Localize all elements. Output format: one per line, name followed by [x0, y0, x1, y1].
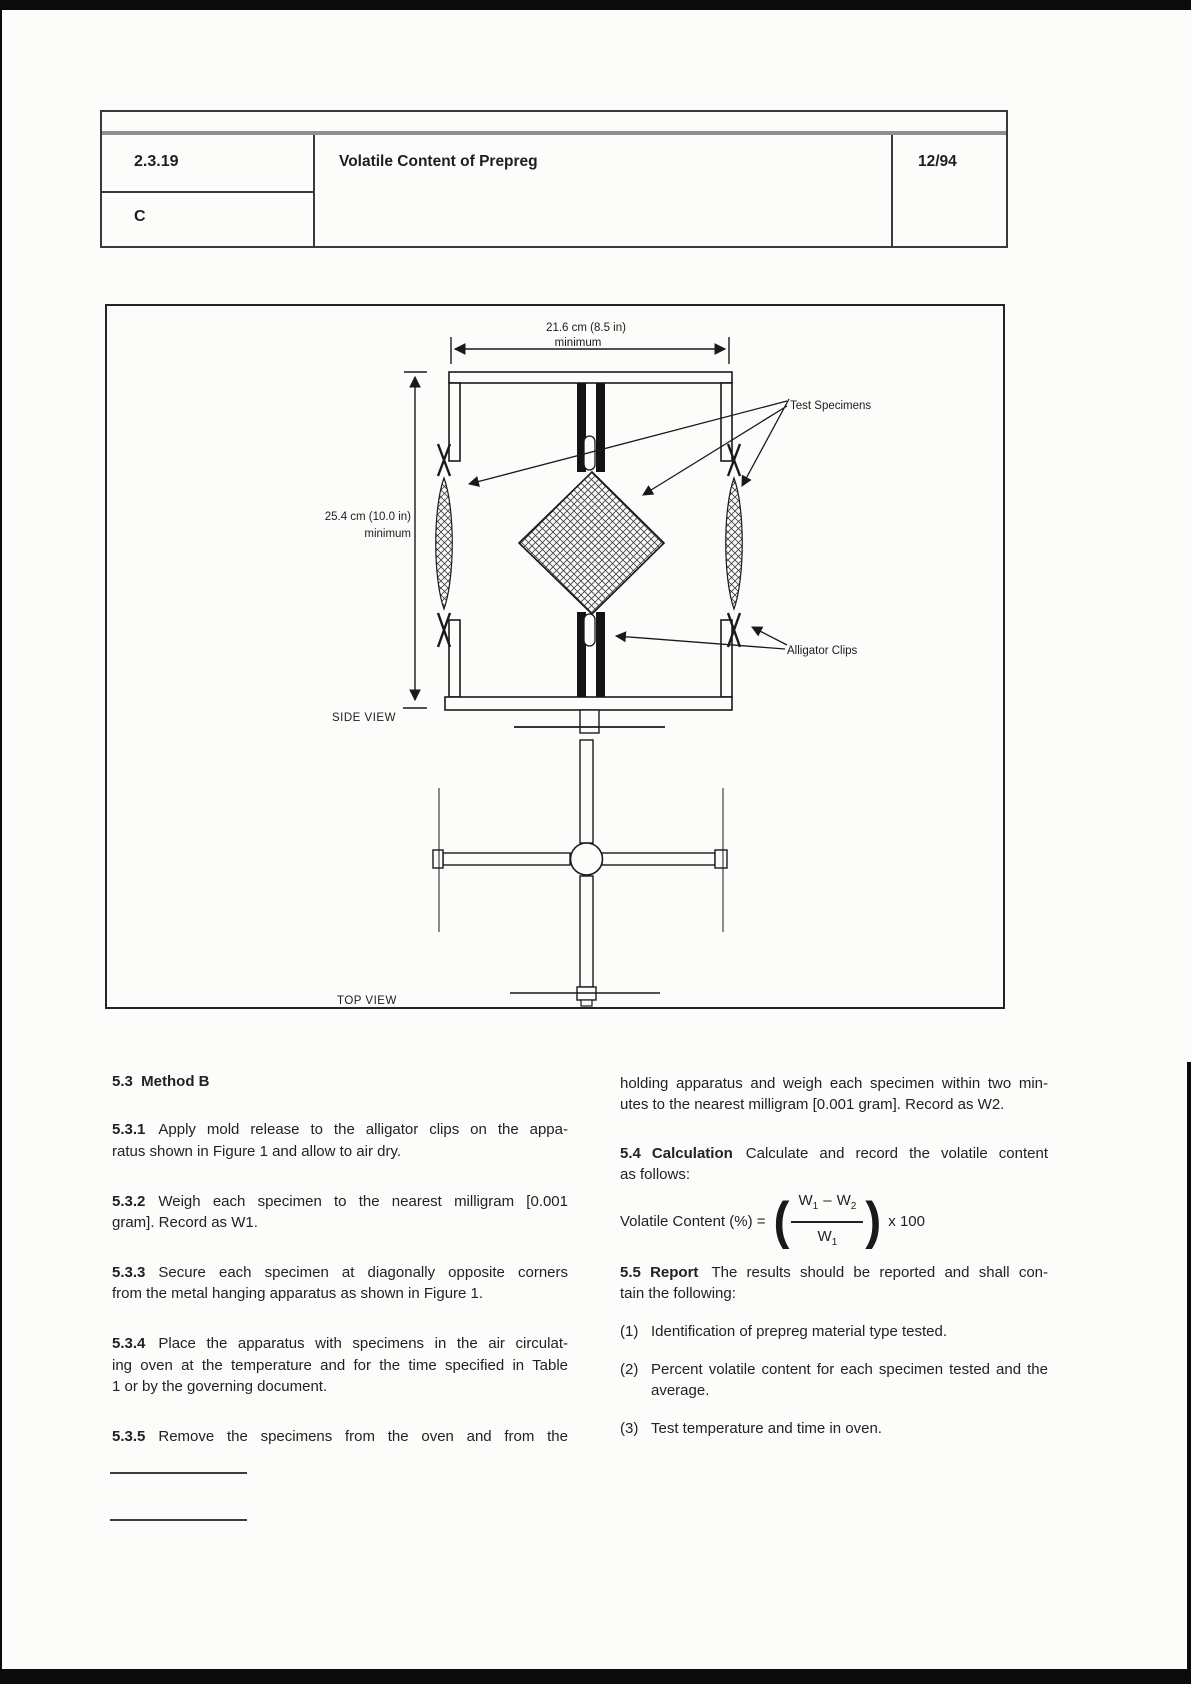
top-view-hub [571, 843, 603, 875]
right-column [620, 1073, 1048, 1455]
text-line: 1 or by the governing document. [112, 1378, 328, 1396]
doc-revision: C [134, 208, 146, 225]
formula-close-paren: ) [865, 1192, 882, 1250]
paragraph-5-3-5 [112, 1426, 568, 1447]
center-bottom-clip-pin [584, 614, 595, 646]
text-line: 5.3.5 Remove the specimens from the oven and from the [112, 1427, 568, 1445]
alligator-clips-label: Alligator Clips [787, 645, 858, 657]
text-line: 5.3.3 Secure each specimen at diagonally opposite corners [112, 1263, 568, 1281]
center-test-specimen [519, 472, 664, 614]
figure-apparatus [105, 304, 1006, 1010]
paragraph-5-4-calculation [620, 1143, 1048, 1186]
doc-date: 12/94 [918, 153, 957, 170]
text-line: 5.3.1 Apply mold release to the alligator clips on the appa- [112, 1121, 568, 1139]
height-dimension-label-2: minimum [364, 528, 411, 540]
formula-numerator: $W_1$ – $W_2$ [798, 1192, 857, 1213]
formula-open-paren: ( [773, 1192, 790, 1250]
right-test-specimen [726, 478, 743, 609]
item-marker: (3) [620, 1419, 639, 1437]
page-title: Volatile Content of Prepreg [339, 153, 538, 170]
doc-number: 2.3.19 [134, 153, 179, 170]
header-bottom-rule [100, 246, 1008, 248]
scan-edge-right [1187, 1062, 1191, 1684]
text-line: ing oven at the temperature and for the time specified in Table [112, 1356, 568, 1374]
scan-edge-bottom [0, 1669, 1191, 1684]
section-heading-5-3: 5.3 Method B [112, 1073, 210, 1090]
header-subdivider [100, 191, 315, 193]
top-view [433, 740, 727, 1006]
header-border-right [1006, 110, 1008, 248]
volatile-content-formula [620, 1194, 1048, 1250]
header-gray-rule [100, 131, 1008, 135]
scan-edge-top [0, 0, 1191, 10]
text-line: Identification of prepreg material type tested. [651, 1323, 948, 1341]
paragraph-5-3-2 [112, 1191, 568, 1234]
text-line: Test temperature and time in oven. [651, 1419, 882, 1437]
header-border-left [100, 110, 102, 248]
left-test-specimen [436, 478, 453, 609]
text-line: 5.3.2 Weigh each specimen to the nearest milligram [0.001 [112, 1192, 568, 1210]
item-marker: (1) [620, 1323, 639, 1341]
text-line: gram]. Record as W1. [112, 1214, 258, 1232]
text-line: 5.3.4 Place the apparatus with specimens in the air circulat- [112, 1335, 568, 1353]
clip-callout-arrows [616, 627, 787, 649]
rod-lower-stub [580, 710, 599, 733]
report-item [620, 1359, 1048, 1402]
text-line: holding apparatus and weigh each specimen within two min- [620, 1075, 1048, 1092]
specimen-callout-arrows [469, 399, 789, 495]
text-line: utes to the nearest milligram [0.001 gram]. Record as W2. [620, 1096, 1005, 1114]
height-dimension [403, 372, 427, 708]
footnote-rule-1 [110, 1472, 247, 1474]
report-item [620, 1321, 1048, 1342]
formula-lhs: Volatile Content (%) = [620, 1212, 766, 1230]
paragraph-5-3-4 [112, 1333, 568, 1397]
test-specimens-label: Test Specimens [790, 400, 872, 412]
text-line: ratus shown in Figure 1 and allow to air dry. [112, 1142, 402, 1160]
footnote-rule-2 [110, 1519, 247, 1521]
paragraph-continuation [620, 1073, 1048, 1116]
header-divider-2 [891, 135, 893, 248]
text-line: 5.4 Calculation Calculate and record the volatile content [620, 1144, 1048, 1162]
text-line: tain the following: [620, 1284, 736, 1302]
side-view-label: SIDE VIEW [332, 712, 396, 724]
paragraph-5-5-report [620, 1262, 1048, 1305]
scan-edge-left [0, 0, 2, 1684]
item-marker: (2) [620, 1360, 639, 1378]
report-items [620, 1321, 1048, 1439]
top-view-label: TOP VIEW [337, 995, 397, 1007]
header-top-rule [100, 110, 1008, 112]
width-dimension-label: 21.6 cm (8.5 in) [546, 322, 626, 334]
text-line: as follows: [620, 1166, 691, 1184]
formula-multiplier: x 100 [888, 1212, 925, 1230]
formula-denominator: $W_1$ [791, 1221, 863, 1253]
height-dimension-label: 25.4 cm (10.0 in) [324, 511, 411, 523]
formula-fraction [791, 1190, 863, 1253]
text-line: average. [651, 1382, 710, 1400]
left-column [112, 1071, 568, 1476]
report-item [620, 1418, 1048, 1439]
text-line: 5.5 Report The results should be reported and shall con- [620, 1263, 1048, 1281]
text-line: Percent volatile content for each specimen tested and the [651, 1360, 1048, 1378]
right-arm-cap [715, 850, 727, 868]
paragraph-5-3-1 [112, 1119, 568, 1162]
paragraph-5-3-3 [112, 1262, 568, 1305]
width-dimension-label-2: minimum [554, 337, 602, 349]
text-line: from the metal hanging apparatus as shown in Figure 1. [112, 1285, 484, 1303]
left-arm-cap [433, 850, 443, 868]
